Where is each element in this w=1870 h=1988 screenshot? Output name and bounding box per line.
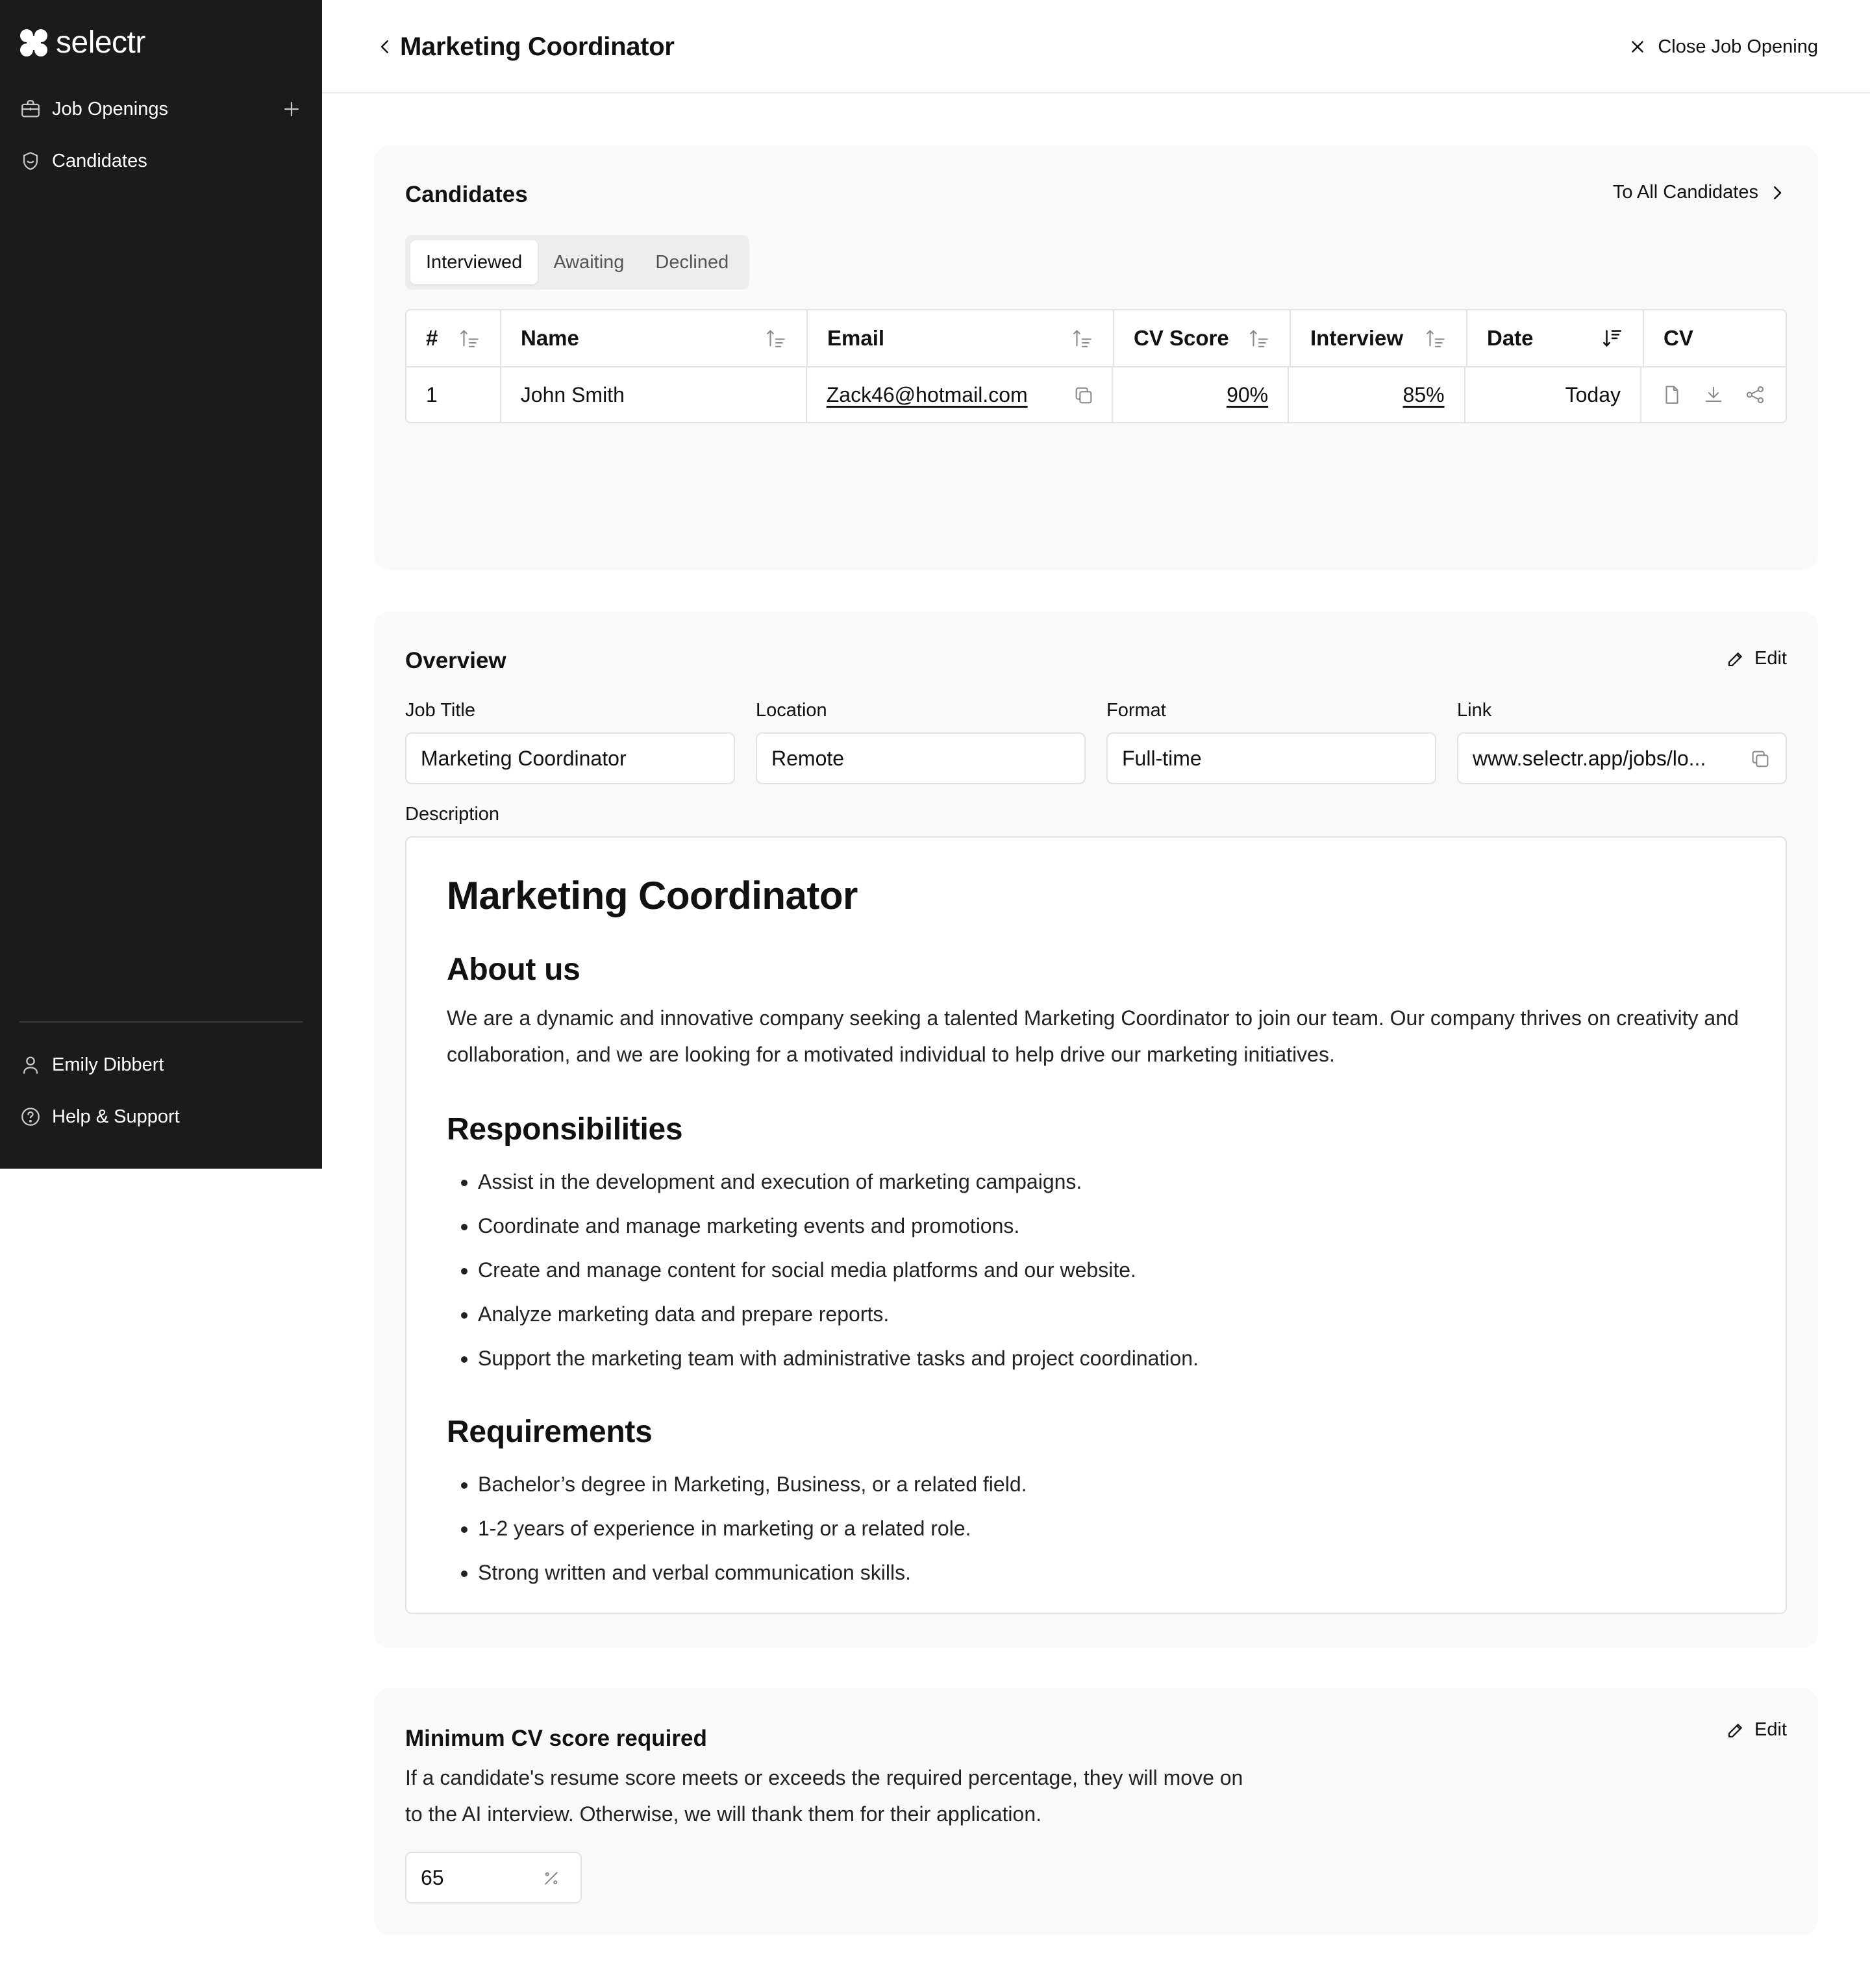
help-circle-icon (19, 1106, 42, 1128)
list-item: • Strong written and verbal communication skills. (478, 1550, 1745, 1595)
pencil-icon (1726, 649, 1745, 669)
cell-email (806, 367, 1112, 422)
list-item: • Assist in the development and execution of marketing campaigns. (478, 1160, 1745, 1204)
list-item: • Coordinate and manage marketing events and promotions. (478, 1204, 1745, 1248)
edit-min-score-button[interactable] (1726, 1719, 1787, 1741)
edit-label: Edit (1754, 1719, 1787, 1740)
page-header (322, 0, 1870, 93)
sort-ascending-icon[interactable] (458, 327, 480, 349)
link-label: Link (1457, 700, 1492, 721)
to-all-candidates-link[interactable] (1613, 182, 1787, 203)
column-header-cv: CV (1643, 310, 1786, 366)
email-link[interactable]: Zack46@hotmail.com (826, 382, 1028, 406)
link-field[interactable] (1457, 732, 1787, 784)
pencil-icon (1726, 1721, 1745, 1740)
about-us-heading: About us (447, 952, 580, 987)
candidates-table (405, 309, 1787, 423)
list-item: • Create and manage content for social media platforms and our website. (478, 1248, 1745, 1292)
logo[interactable] (19, 25, 145, 61)
sidebar-item-help[interactable] (19, 1096, 303, 1137)
edit-overview-button[interactable] (1726, 648, 1787, 669)
column-header-number[interactable]: # (406, 310, 500, 366)
column-header-name[interactable]: Name (500, 310, 806, 366)
sort-ascending-icon[interactable] (1248, 327, 1270, 349)
sidebar-item-user[interactable] (19, 1044, 303, 1086)
close-icon (1628, 37, 1647, 56)
format-field[interactable]: Full-time (1106, 732, 1436, 784)
description-editor[interactable] (405, 836, 1787, 1614)
cell-interview (1288, 367, 1464, 422)
sidebar-item-label: Candidates (52, 150, 147, 171)
sidebar-item-label: Job Openings (52, 98, 168, 119)
sidebar-item-job-openings[interactable] (19, 88, 303, 130)
about-us-text: We are a dynamic and innovative company seeking a talented Marketing Coordinator to join our team. Our company thrives on creativity and collaboration, and we are looking for a motivated individual to help drive our marketing initiatives. (447, 1006, 1739, 1066)
list-item: • Bachelor’s degree in Marketing, Business, or a related field. (478, 1462, 1745, 1506)
cv-score-link[interactable]: 90% (1227, 382, 1269, 406)
format-label: Format (1106, 700, 1166, 721)
min-score-value: 65 (421, 1865, 444, 1889)
min-score-description: If a candidate's resume score meets or exceeds the required percentage, they will move on to the AI interview. Otherwise, we will thank them for their application. (405, 1766, 1243, 1826)
sidebar-item-label: Help & Support (52, 1106, 180, 1127)
cell-date: Today (1464, 367, 1640, 422)
column-header-interview[interactable]: Interview (1290, 310, 1466, 366)
sort-ascending-icon[interactable] (1071, 327, 1093, 349)
sidebar-divider (19, 1021, 303, 1023)
sidebar-item-label: Emily Dibbert (52, 1054, 164, 1075)
sidebar (0, 0, 322, 1169)
percent-icon (542, 1869, 561, 1888)
location-label: Location (756, 700, 827, 721)
min-score-title: Minimum CV score required (405, 1726, 707, 1751)
list-item: • Support the marketing team with administrative tasks and project coordination. (478, 1336, 1745, 1380)
overview-title: Overview (405, 648, 506, 673)
responsibilities-heading: Responsibilities (447, 1112, 683, 1147)
tab-awaiting[interactable]: Awaiting (553, 251, 625, 273)
list-item: • 1-2 years of experience in marketing or a related role. (478, 1506, 1745, 1550)
shield-icon (19, 150, 42, 172)
candidates-title: Candidates (405, 182, 528, 207)
candidate-status-tabs (405, 235, 749, 290)
add-job-opening-button[interactable] (280, 98, 303, 120)
description-heading: Marketing Coordinator (447, 874, 858, 917)
table-row[interactable] (406, 366, 1786, 422)
responsibilities-list (447, 1160, 1745, 1380)
candidates-card (374, 145, 1818, 570)
user-icon (19, 1054, 42, 1076)
sidebar-item-candidates[interactable] (19, 140, 303, 182)
min-cv-score-card (374, 1688, 1818, 1935)
copy-icon[interactable] (1073, 384, 1095, 406)
interview-score-link[interactable]: 85% (1402, 382, 1445, 406)
location-field[interactable]: Remote (756, 732, 1086, 784)
cell-number: 1 (426, 382, 438, 406)
sort-descending-icon[interactable] (1601, 327, 1623, 349)
link-value: www.selectr.app/jobs/lo... (1473, 746, 1706, 770)
to-all-candidates-label: To All Candidates (1612, 182, 1758, 203)
column-header-date[interactable]: Date (1466, 310, 1643, 366)
sort-ascending-icon[interactable] (765, 327, 787, 349)
table-header-row (406, 310, 1786, 366)
cell-cv (1640, 367, 1786, 422)
copy-icon[interactable] (1749, 748, 1771, 770)
column-header-cv-score[interactable]: CV Score (1113, 310, 1290, 366)
overview-card (374, 612, 1818, 1648)
requirements-heading: Requirements (447, 1415, 653, 1449)
close-job-opening-button[interactable] (1628, 31, 1818, 62)
chevron-left-icon (375, 37, 395, 56)
sort-ascending-icon[interactable] (1425, 327, 1447, 349)
edit-label: Edit (1754, 648, 1787, 669)
close-job-opening-label: Close Job Opening (1658, 36, 1818, 57)
job-title-field[interactable]: Marketing Coordinator (405, 732, 735, 784)
page-title: Marketing Coordinator (400, 32, 675, 61)
download-icon[interactable] (1702, 384, 1725, 406)
cell-cv-score (1112, 367, 1288, 422)
chevron-right-icon (1767, 183, 1787, 203)
tab-interviewed[interactable]: Interviewed (410, 240, 538, 284)
min-score-input[interactable] (405, 1852, 582, 1904)
briefcase-icon (19, 98, 42, 120)
logo-text: selectr (56, 25, 145, 60)
cell-name[interactable]: John Smith (500, 367, 806, 422)
file-icon[interactable] (1661, 384, 1683, 406)
description-label: Description (405, 804, 500, 825)
column-header-email[interactable]: Email (806, 310, 1113, 366)
share-icon[interactable] (1744, 384, 1766, 406)
requirements-list (447, 1462, 1745, 1595)
list-item: • Analyze marketing data and prepare reports. (478, 1292, 1745, 1336)
logo-mark-icon (19, 29, 48, 57)
back-button[interactable] (374, 34, 396, 60)
tab-declined[interactable]: Declined (655, 251, 729, 273)
job-title-label: Job Title (405, 700, 475, 721)
